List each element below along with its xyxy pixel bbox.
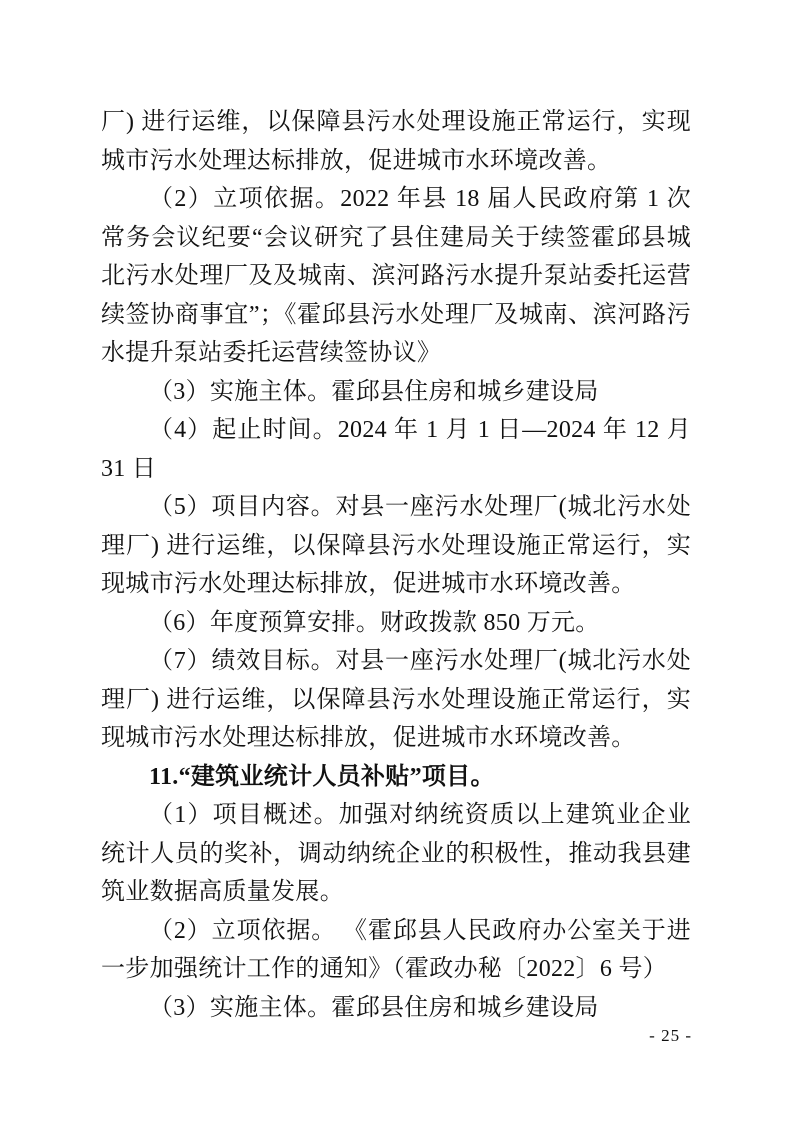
paragraph-item-4-duration: （4）起止时间。2024 年 1 月 1 日—2024 年 12 月 31 日 bbox=[101, 417, 691, 482]
paragraph-item-3-implementer: （3）实施主体。霍邱县住房和城乡建设局 bbox=[149, 378, 599, 405]
section-heading-project-11: 11.“建筑业统计人员补贴”项目。 bbox=[149, 763, 495, 790]
paragraph-item-3-implementer-project11: （3）实施主体。霍邱县住房和城乡建设局 bbox=[149, 994, 599, 1021]
paragraph-item-1-overview: （1）项目概述。加强对纳统资质以上建筑业企业统计人员的奖补，调动纳统企业的积极性，推动我县建筑业数据高质量发展。 bbox=[101, 802, 691, 905]
document-body bbox=[101, 103, 691, 1027]
paragraph-item-2-basis-project11: （2）立项依据。 《霍邱县人民政府办公室关于进一步加强统计工作的通知》（霍政办秘〔2022〕6 号） bbox=[101, 917, 691, 982]
paragraph-item-6-budget: （6）年度预算安排。财政拨款 850 万元。 bbox=[149, 609, 600, 636]
paragraph-item-2-basis: （2）立项依据。2022 年县 18 届人民政府第 1 次常务会议纪要“会议研究了县住建局关于续签霍邱县城北污水处理厂及及城南、滨河路污水提升泵站委托运营续签协商事宜”；《霍邱县污水处理厂及城南、滨河路污水提升泵站委托运营续签协议》 bbox=[101, 186, 691, 366]
paragraph-item-7-performance-goal: （7）绩效目标。对县一座污水处理厂(城北污水处理厂) 进行运维，以保障县污水处理设施正常运行，实现城市污水处理达标排放，促进城市水环境改善。 bbox=[101, 648, 691, 751]
paragraph-item-5-content: （5）项目内容。对县一座污水处理厂(城北污水处理厂) 进行运维，以保障县污水处理设施正常运行，实现城市污水处理达标排放，促进城市水环境改善。 bbox=[101, 494, 691, 597]
paragraph-continuation: 厂) 进行运维，以保障县污水处理设施正常运行，实现城市污水处理达标排放，促进城市水环境改善。 bbox=[101, 109, 691, 174]
page-number: - 25 - bbox=[649, 1026, 692, 1045]
